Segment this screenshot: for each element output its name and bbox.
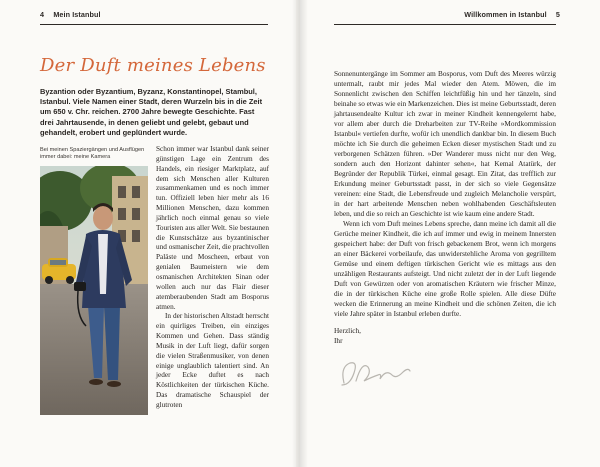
left-page-number: 4 [40,10,45,19]
right-paragraph-1: Sonnenuntergänge im Sommer am Bosporus, vom Duft des Meeres würzig untermalt, raubt mir jedes Mal wieder den Atem. Möwen, die im Sonnenlicht zwischen den Schiffen leichtfüßig hin und her tänzeln, sind beinahe so etwas wie ein Markenzeichen. Dies ist meine Geburtsstadt, deren jahrtausendealte Kultur ich zwar in meiner Kindheit kennengelernt habe, vor allem aber durch die Dreharbeiten zur TV-Reihe »Mordkommission Istanbul« vertiefen durfte, wofür ich unendlich dankbar bin. In diesem Buch möchte ich Sie durch die geheimen Ecken dieser mystischen Stadt und zu verborgenen Schätzen führen. »Der Wanderer muss nicht nur den Weg, sondern auch den Horizont dahinter sehen«, hat Kemal Atatürk, der Begründer der Republik Türkei, einmal gesagt. Ein Zitat, das trefflich zur Erkundung meiner Geburtsstadt passt, in der sich so viele Gegensätze vereinen: eine Stadt, die Lebensfreude und zugleich Melancholie verspürt, in der hart arbeitende Menschen neben wohlhabenden Geschäftsleuten leben, und die so reich an Geschichte ist wie kaum eine andere Stadt. [334,70,556,218]
right-paragraph-2: Wenn ich vom Duft meines Lebens spreche, dann meine ich damit all die Gerüche meiner Kindheit, die ich auf immer und ewig in meinem Innersten gespeichert habe: der Duft von frisch gebackenem Brot, wenn ich morgens an einer Bäckerei vorbeilaufe, das unwiderstehliche Aroma von gegrilltem Gemüse und einem deftigen türkischen Gericht wie es mittags aus den unzähligen Restaurants aufsteigt. Und nicht zuletzt der in der Luft liegende Duft von Gewürzen oder von aromatischen Kräutern wie frischer Minze, die in der türkischen Küche eine große Rolle spielen. Alle diese Düfte wecken die Erinnerung an meine Kindheit und die schönen Zeiten, die ich viele Jahre später in Istanbul erleben durfte. [334,220,556,318]
closing-block [334,326,361,346]
intro-paragraph: Byzantion oder Byzantium, Byzanz, Konstantinopel, Stambul, Istanbul. Viele Namen einer Stadt, deren Wurzeln bis in die Zeit um 650 v. Chr. reichen. 2700 Jahre bewegte Geschichte. Fast drei Jahrtausende, in denen geliebt und gelebt, gebaut und gehandelt, erobert und geplündert wurde. [40,87,263,137]
chapter-title: Der Duft meines Lebens [40,55,266,76]
closing-ihr: Ihr [334,336,343,345]
left-paragraph-1: Schon immer war Istanbul dank seiner günstigen Lage ein Zentrum des Handels, ein riesiger Marktplatz, auf dem sich Menschen aller Kulturen zusammenkamen und es noch immer tun. Offiziell leben hier mehr als 16 Millionen Menschen, dazu kommen jährlich noch einmal genau so viele Touristen aus aller Welt. Sie bestaunen die Kunstschätze aus byzantinischer und osmanischer Zeit, die prachtvollen Paläste und Moscheen, erbaut von genialen Baumeistern wie dem osmanischen Architekten Sinan oder wollen auch nur das Flair dieser atemberaubenden Stadt am Bosporus atmen. [156,145,269,311]
right-page-number: 5 [555,10,560,19]
right-running-title: Willkommen in Istanbul [464,10,547,19]
right-running-head [464,10,560,19]
book-gutter [292,0,308,467]
right-body-column [334,69,556,319]
left-running-title: Mein Istanbul [53,10,101,19]
left-paragraph-2: In der historischen Altstadt herrscht ein quirliges Treiben, ein einziges Kommen und Gehen. Dass ständig Musik in der Luft liegt, dafür sorgen die vielen Straßenmusiker, von denen einige unglaublich talentiert sind. An jeder Ecke duftet es nach Köstlichkeiten der türkischen Küche. Das dramatische Schauspiel der glutroten [156,312,269,409]
left-body-column [156,145,269,411]
closing-greeting: Herzlich, [334,326,361,335]
signature [338,355,414,391]
left-running-head [40,10,101,19]
author-photo [40,166,148,415]
left-header-rule [40,24,268,25]
photo-caption: Bei meinen Spaziergängen und Ausflügen immer dabei: meine Kamera [40,147,145,161]
right-header-rule [334,24,556,25]
left-page [0,0,296,467]
